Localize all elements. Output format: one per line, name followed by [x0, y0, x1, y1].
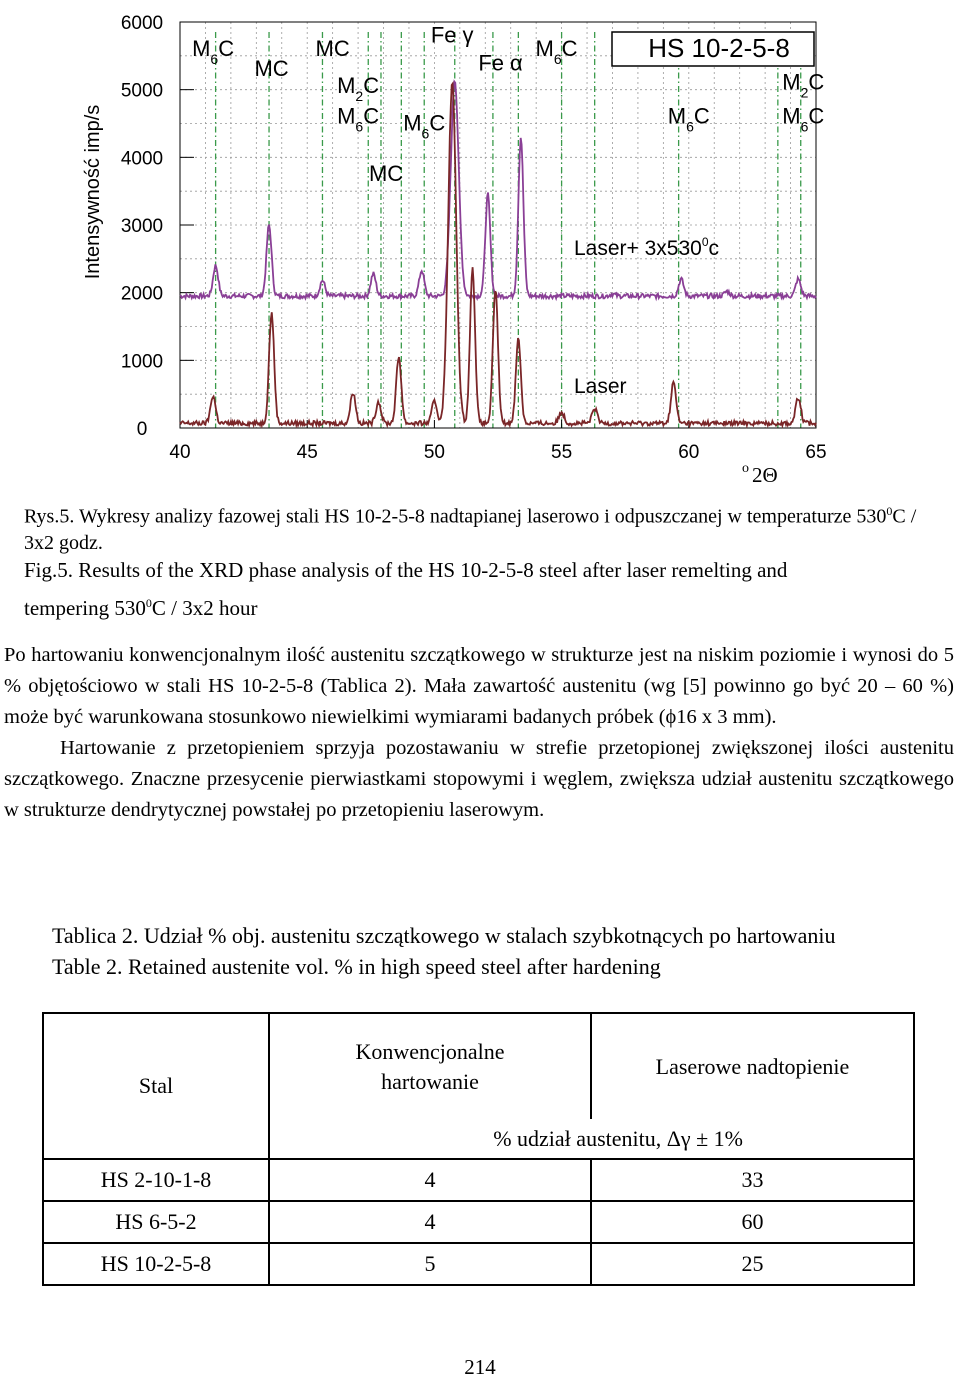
cell-laser: 33	[591, 1159, 914, 1201]
x-axis-title-degree: o	[742, 461, 749, 476]
phase-label: Fe α	[478, 50, 523, 76]
legend-title: HS 10-2-5-8	[648, 33, 790, 63]
series-label: Laser	[574, 375, 627, 398]
y-tick-label: 1000	[120, 351, 164, 373]
cell-laser: 60	[591, 1201, 914, 1243]
caption-pl-tail: C / 3x2 godz.	[24, 505, 917, 554]
header-conventional-label: Konwencjonalne hartowanie	[355, 1038, 505, 1094]
chart-axes	[121, 13, 827, 463]
legend-box	[612, 32, 814, 66]
chart-series	[180, 82, 816, 426]
header-conventional	[269, 1013, 591, 1119]
phase-label: MC	[368, 161, 404, 187]
phase-label: $M_6C$	[535, 35, 578, 67]
phase-label: $M_6C$	[667, 103, 710, 135]
caption-en-sup: 0	[145, 596, 152, 610]
table-row	[43, 1201, 914, 1243]
unit-cell	[269, 1119, 914, 1159]
cell-steel: HS 6-5-2	[43, 1201, 269, 1243]
y-tick-label: 5000	[120, 80, 164, 102]
phase-label: $M_6C$	[403, 110, 446, 142]
cell-conventional: 4	[269, 1201, 591, 1243]
y-tick-label: 0	[136, 419, 148, 440]
paragraph-1: Po hartowaniu konwencjonalnym ilość austenitu szczątkowego w strukturze jest na niskim poziomie i wynosi do 5 % objętościowo w stali HS 10-2-5-8 (Tablica 2). Mała zawartość austenitu (wg [5] powinno go być 20 – 60 %) może być warunkowana stosunkowo niewielkimi wymiarami badanych próbek (ϕ16 x 3 mm).	[4, 644, 954, 728]
caption-en-tail: C / 3x2 hour	[151, 596, 258, 620]
austenite-table	[42, 1012, 915, 1286]
x-tick-label: 55	[551, 442, 573, 463]
xrd-chart	[0, 0, 960, 490]
header-laser: Laserowe nadtopienie	[591, 1013, 914, 1119]
phase-label: MC	[254, 56, 289, 82]
y-tick-label: 2000	[120, 283, 164, 305]
figure-caption-pl	[24, 498, 924, 556]
page-number: 214	[464, 1355, 496, 1379]
phase-reference-lines	[216, 32, 801, 428]
series-line	[180, 84, 816, 426]
phase-label: Fe γ	[430, 22, 474, 48]
phase-label: $M_2C$	[782, 69, 825, 101]
series-line	[180, 82, 816, 299]
table-row	[43, 1243, 914, 1285]
body-text	[4, 640, 954, 826]
y-tick-label: 6000	[120, 13, 164, 34]
x-axis-title	[742, 461, 778, 487]
cell-steel: HS 2-10-1-8	[43, 1159, 269, 1201]
table-row	[43, 1159, 914, 1201]
x-tick-label: 45	[296, 442, 318, 463]
phase-label: $M_6C$	[782, 103, 825, 135]
phase-label: $M_2C$	[337, 73, 380, 105]
unit-text: % udział austenitu, Δγ ± 1%	[493, 1125, 743, 1151]
figure-caption-en	[24, 554, 864, 625]
paragraph-2: Hartowanie z przetopieniem sprzyja pozostawaniu w strefie przetopionej zwiększonej ilości austenitu szczątkowego. Znaczne przesycenie pierwiastkami stopowymi i węglem, zwiększa udział austenitu szczątkowego w strukturze dendrytycznej powstałej po przetopieniu laserowym.	[4, 737, 954, 821]
cell-conventional: 5	[269, 1243, 591, 1285]
x-tick-label: 60	[678, 442, 700, 463]
table-caption-pl: Tablica 2. Udział % obj. austenitu szczątkowego w stalach szybkotnących po hartowaniu	[52, 923, 836, 948]
phase-label: $M_6C$	[192, 35, 235, 67]
header-steel: Stal	[43, 1013, 269, 1159]
phase-label: MC	[315, 35, 350, 61]
caption-pl-text: Wykresy analizy fazowej stali HS 10-2-5-8 nadtapianej laserowo i odpuszczanej w temperaturze 530	[78, 505, 887, 528]
cell-steel: HS 10-2-5-8	[43, 1243, 269, 1285]
phase-label: $M_6C$	[337, 103, 380, 135]
table-header-row	[43, 1013, 914, 1119]
series-label: Laser+ $3x530^0c$	[574, 235, 720, 260]
x-tick-label: 40	[169, 442, 191, 463]
cell-conventional: 4	[269, 1159, 591, 1201]
caption-pl-label: Rys.5.	[24, 505, 75, 528]
x-tick-label: 65	[805, 442, 827, 463]
caption-en-label: Fig.5.	[24, 558, 74, 582]
y-tick-label: 3000	[120, 216, 164, 237]
caption-en-text: Results of the XRD phase analysis of the HS 10-2-5-8 steel after laser remelting and tempering 530	[24, 558, 788, 620]
table-caption-en: Table 2. Retained austenite vol. % in high speed steel after hardening	[52, 954, 661, 979]
y-tick-label: 4000	[120, 148, 164, 170]
table-caption	[52, 920, 932, 982]
x-axis-title-text: 2Θ	[752, 463, 778, 487]
x-tick-label: 50	[423, 442, 445, 463]
caption-pl-sup: 0	[886, 504, 893, 518]
cell-laser: 25	[591, 1243, 914, 1285]
y-axis-label: Intensywność imp/s	[82, 104, 104, 280]
